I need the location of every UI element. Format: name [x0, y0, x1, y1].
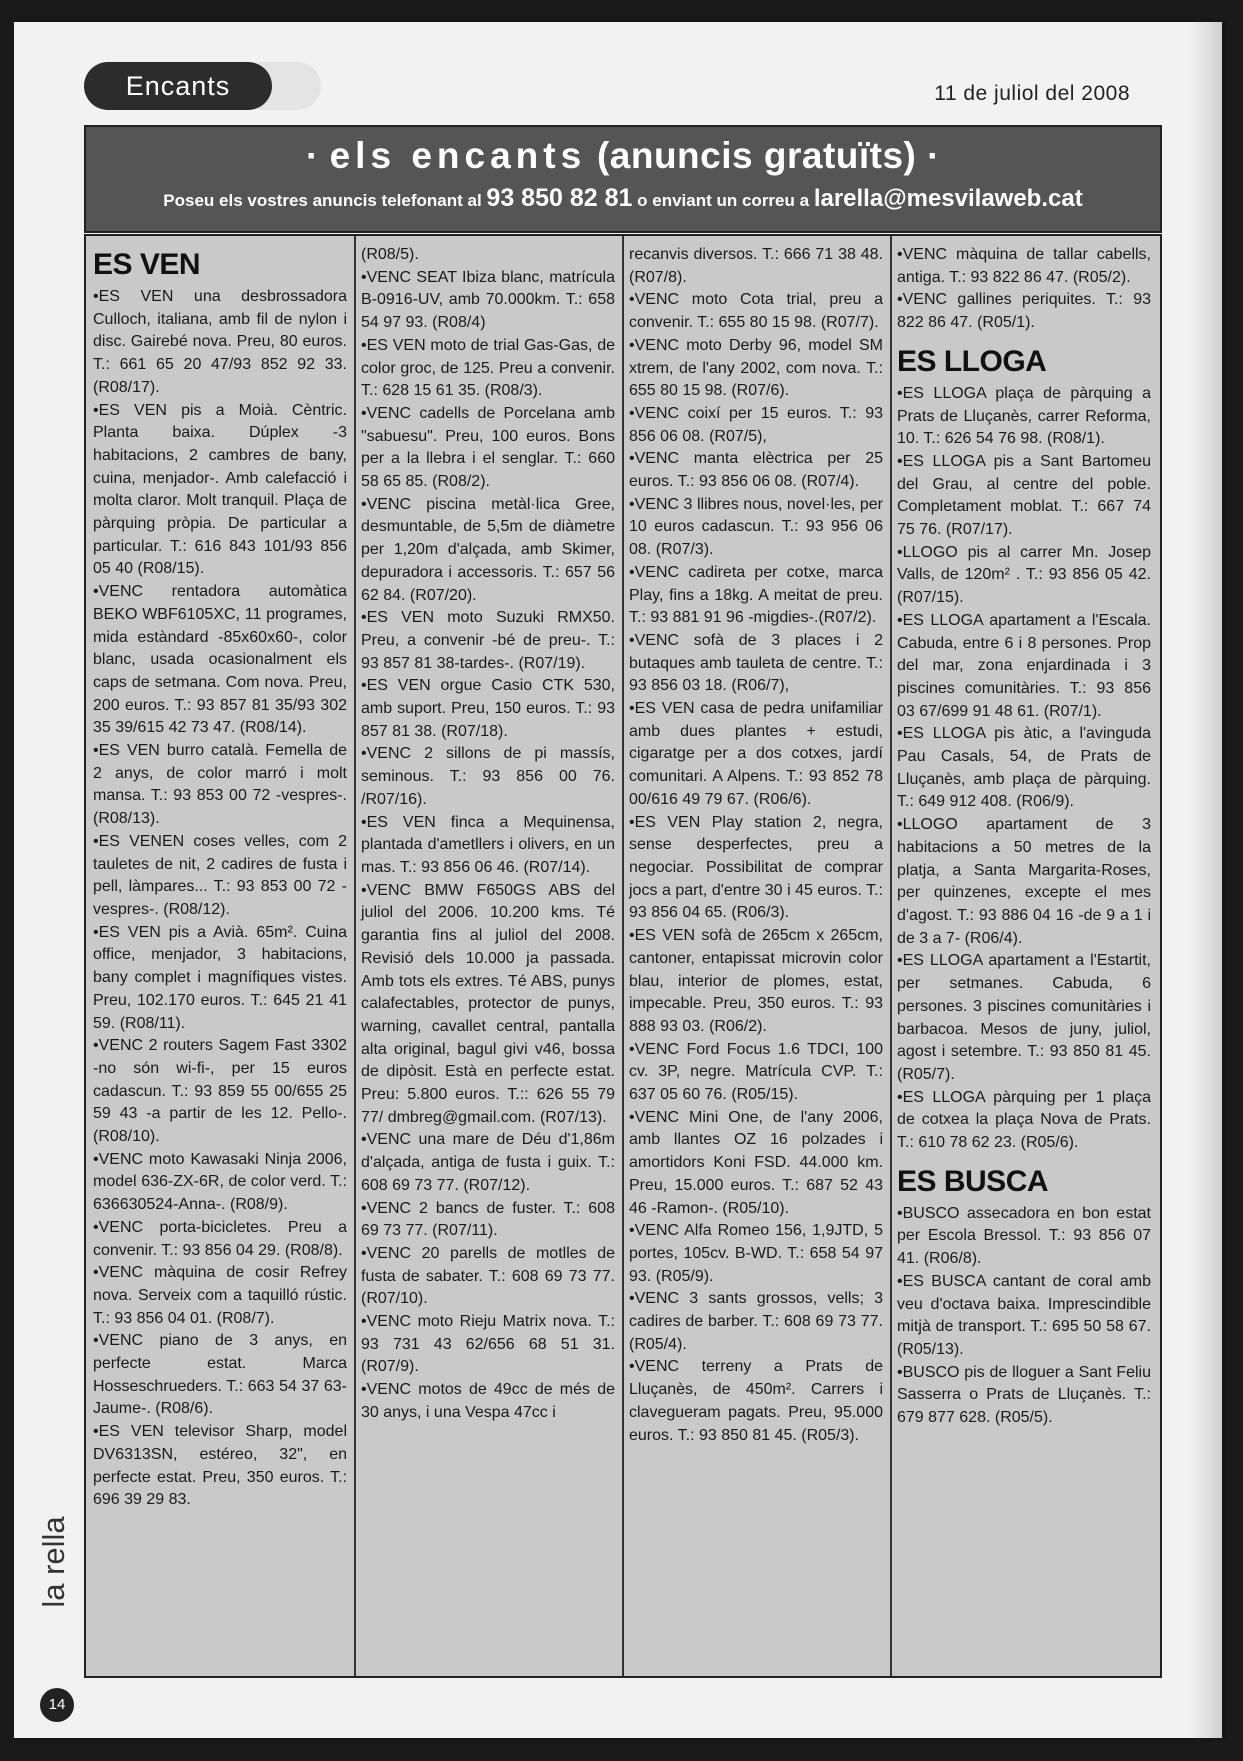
ads-column-3	[629, 244, 883, 1447]
classified-ad: •ES VEN moto Suzuki RMX50. Preu, a convenir -bé de preu-. T.: 93 857 81 38-tardes-. (R07/19).	[361, 609, 615, 672]
classified-ad: •VENC piscina metàl·lica Gree, desmuntable, de 5,5m de diàmetre per 1,20m d'alçada, amb Skimer, depuradora i accessoris. T.: 657 56 62 84. (R07/20).	[361, 495, 615, 604]
classified-ad: •VENC coixí per 15 euros. T.: 93 856 06 08. (R07/5),	[629, 404, 883, 445]
classified-ad: •VENC terreny a Prats de Lluçanès, de 450m². Carrers i clavegueram pagats. Preu, 95.000 euros. T.: 93 850 81 45. (R05/3).	[629, 1358, 883, 1444]
classified-ad: •VENC Alfa Romeo 156, 1,9JTD, 5 portes, 105cv. B-WD. T.: 658 54 97 93. (R05/9).	[629, 1222, 883, 1285]
ads-column-2	[361, 244, 615, 1425]
classified-ad: •ES LLOGA pis a Sant Bartomeu del Grau, al centre del poble. Completament moblat. T.: 667 74 75 76. (R07/17).	[897, 452, 1151, 539]
banner-title-paren: (anuncis gratuïts)	[596, 135, 917, 176]
classified-ad: •VENC 20 parells de motlles de fusta de sabater. T.: 608 69 73 77. (R07/10).	[361, 1244, 615, 1308]
classified-ad: •ES VEN burro català. Femella de 2 anys, de color marró i molt mansa. T.: 93 853 00 72 -vespres-. (R08/13).	[93, 742, 347, 828]
classified-ad: •VENC moto Kawasaki Ninja 2006, model 636-ZX-6R, de color verd. T.: 636630524-Anna-. (R08/9).	[93, 1150, 347, 1214]
classified-ad: •LLOGO apartament de 3 habitacions a 50 metres de la platja, a Santa Margarita-Roses, per quinzenes, excepte el mes d'agost. T.: 93 886 04 16 -de 9 a 1 i de 3 a 7- (R06/4).	[897, 816, 1151, 947]
classified-ad: •ES VEN una desbrossadora Culloch, italiana, amb fil de nylon i disc. Gairebé nova. Preu, 80 euros. T.: 661 65 20 47/93 852 92 33. (R08/17).	[93, 288, 347, 396]
column-divider	[354, 236, 356, 1676]
banner-email: larella@mesvilaweb.cat	[813, 185, 1083, 212]
classified-ad: •ES VEN moto de trial Gas-Gas, de color groc, de 125. Preu a convenir. T.: 628 15 61 35. (R08/3).	[361, 336, 615, 400]
classified-ad: •ES LLOGA pàrquing per 1 plaça de cotxea la plaça Nova de Prats. T.: 610 78 62 23. (R05/6).	[897, 1088, 1151, 1152]
classified-ad: •VENC una mare de Déu d'1,86m d'alçada, antiga de fusta i guix. T.: 608 69 73 77. (R07/12).	[361, 1131, 615, 1194]
issue-date: 11 de juliol del 2008	[934, 82, 1130, 105]
classified-ad: •VENC 2 bancs de fuster. T.: 608 69 73 77. (R07/11).	[361, 1199, 615, 1240]
banner-title-main: els encants	[329, 135, 587, 176]
classified-ad: •VENC sofà de 3 places i 2 butaques amb tauleta de centre. T.: 93 856 03 18. (R06/7),	[629, 631, 883, 695]
classified-ad: •BUSCO assecadora en bon estat per Escola Bressol. T.: 93 856 07 41. (R06/8).	[897, 1204, 1151, 1268]
classified-ad: •VENC Ford Focus 1.6 TDCI, 100 cv. 3P, negre. Matrícula CVP. T.: 637 05 60 76. (R05/15).	[629, 1040, 883, 1104]
classified-ad: •VENC piano de 3 anys, en perfecte estat. Marca Hosseschrueders. T.: 663 54 37 63-Jaume-. (R08/6).	[93, 1332, 347, 1418]
classified-ad: •VENC moto Derby 96, model SM xtrem, de l'any 2002, com nova. T.: 655 80 15 98. (R07/6).	[629, 336, 883, 400]
classified-ad: •VENC 3 sants grossos, vells; 3 cadires de barber. T.: 608 69 73 77. (R05/4).	[629, 1290, 883, 1353]
ads-column-4	[897, 244, 1151, 1430]
classified-ad: •VENC 3 llibres nous, novel·les, per 10 euros cadascun. T.: 93 956 06 08. (R07/3).	[629, 495, 883, 559]
classified-ad: •ES LLOGA apartament a l'Estartit, per setmanes. Cabuda, 6 persones. 3 piscines comunitàries i barbacoa. Mesos de juny, juliol, agost i setembre. T.: 93 850 81 45. (R05/7).	[897, 952, 1151, 1083]
magazine-brand	[26, 1502, 82, 1622]
classifieds-content	[84, 234, 1162, 1678]
classified-ad: •ES VEN casa de pedra unifamiliar amb dues plantes + estudi, cigaratge per a dos cotxes, jardí comunitari. A Alpens. T.: 93 852 78 00/616 49 79 67. (R06/6).	[629, 700, 883, 808]
column-divider	[622, 236, 624, 1676]
classified-ad: •VENC 2 routers Sagem Fast 3302 -no són wi-fi-, per 15 euros cadascun. T.: 93 859 55 00/655 25 59 43 -a partir de les 12. Pello-. (R08/10).	[93, 1037, 347, 1146]
classified-ad: •ES LLOGA pis àtic, a l'avinguda Pau Casals, 54, de Prats de Lluçanès, amb plaça de pàrquing. T.: 649 912 408. (R06/9).	[897, 725, 1151, 811]
ads-column-1	[93, 244, 347, 1512]
classified-ad: •ES LLOGA plaça de pàrquing a Prats de Lluçanès, carrer Reforma, 10. T.: 626 54 76 98. (R08/1).	[897, 384, 1151, 448]
classified-ad: •ES VENEN coses velles, com 2 tauletes de nit, 2 cadires de fusta i pell, làmpares... T.: 93 853 00 72 -vespres-. (R08/12).	[93, 832, 347, 918]
classified-ad: •VENC moto Cota trial, preu a convenir. T.: 655 80 15 98. (R07/7).	[629, 291, 883, 332]
classified-ad: •BUSCO pis de lloguer a Sant Feliu Sasserra o Prats de Lluçanès. T.: 679 877 628. (R05/5).	[897, 1363, 1151, 1427]
category-heading: ES LLOGA	[897, 344, 1047, 378]
classified-ad: •VENC manta elèctrica per 25 euros. T.: 93 856 06 08. (R07/4).	[629, 450, 883, 491]
classified-ad: recanvis diversos. T.: 666 71 38 48. (R07/8).	[629, 246, 883, 286]
classified-ad: •VENC màquina de cosir Refrey nova. Serveix com a taquilló rústic. T.: 93 856 04 01. (R08/7).	[93, 1264, 347, 1327]
classified-ad: •LLOGO pis al carrer Mn. Josep Valls, de 120m² . T.: 93 856 05 42. (R07/15).	[897, 543, 1151, 607]
category-heading: ES BUSCA	[897, 1164, 1049, 1198]
brand-text: la rella	[36, 1516, 71, 1608]
page-number: 14	[40, 1688, 74, 1722]
classified-ad: •VENC 2 sillons de pi massís, seminous. T.: 93 856 00 76. /R07/16).	[361, 745, 615, 808]
classified-ad: •VENC cadells de Porcelana amb "sabuesu". Preu, 100 euros. Bons per a la llebra i el senglar. T.: 660 58 65 85. (R08/2).	[361, 404, 615, 491]
classified-ad: •ES VEN Play station 2, negra, sense desperfectes, preu a negociar. Possibilitat de comprar jocs a part, d'entre 30 i 45 euros. T.: 93 856 04 65. (R06/3).	[629, 813, 883, 922]
classifieds-banner	[84, 125, 1162, 233]
category-heading: ES VEN	[93, 248, 201, 281]
classified-ad: •VENC SEAT Ibiza blanc, matrícula B-0916-UV, amb 70.000km. T.: 658 54 97 93. (R08/4)	[361, 268, 615, 332]
banner-sub-prefix: Poseu els vostres anuncis telefonant al	[163, 191, 482, 210]
classified-ad: •VENC Mini One, de l'any 2006, amb llantes OZ 16 polzades i amortidors Koni FSD. 44.000 km. Preu, 15.000 euros. T.: 687 52 43 46 -Ramon-. (R05/10).	[629, 1108, 883, 1217]
page-fold-shadow	[1188, 22, 1222, 1738]
classified-ad: •VENC porta-bicicletes. Preu a convenir. T.: 93 856 04 29. (R08/8).	[93, 1218, 347, 1259]
banner-title: · els encants (anuncis gratuïts) ·	[306, 135, 940, 176]
classified-ad: •VENC cadireta per cotxe, marca Play, fins a 18kg. A meitat de preu. T.: 93 881 91 96 -migdies-.(R07/2).	[629, 563, 883, 627]
classified-ad: •VENC rentadora automàtica BEKO WBF6105XC, 11 programes, mida estàndard -85x60x60-, color blanc, usada ocasionalment els caps de setmana. Com nova. Preu, 200 euros. T.: 93 857 81 35/93 302 35 39/615 42 73 47. (R08/14).	[93, 583, 347, 737]
banner-phone: 93 850 82 81	[486, 184, 633, 212]
classified-ad: •ES VEN pis a Moià. Cèntric. Planta baixa. Dúplex -3 habitacions, 2 cambres de bany, cuina, menjador-. Amb calefacció i molta claror. Molt tranquil. Plaça de pàrquing pròpia. De particular a particular. T.: 616 843 101/93 856 05 40 (R08/15).	[93, 401, 347, 578]
classified-ad: •VENC moto Rieju Matrix nova. T.: 93 731 43 62/656 68 51 31. (R07/9).	[361, 1313, 615, 1376]
classified-ad: •VENC màquina de tallar cabells, antiga. T.: 93 822 86 47. (R05/2).	[897, 246, 1151, 286]
banner-sub-middle: o enviant un correu a	[637, 191, 810, 210]
magazine-page	[14, 22, 1222, 1738]
section-label: Encants	[84, 62, 272, 110]
classified-ad: •VENC BMW F650GS ABS del juliol del 2006. 10.200 kms. Té garantia fins al juliol del 2008. Revisió dels 10.000 ja passada. Amb tots els extres. Té ABS, punys calafectables, protector de punys, warning, cavallet central, pantalla alta original, bagul givi v46, bossa de dipòsit. Està en perfecte estat. Preu: 5.800 euros. T.:: 626 55 79 77/ dmbreg@gmail.com. (R07/13).	[361, 881, 615, 1126]
classified-ad: •VENC motos de 49cc de més de 30 anys, i una Vespa 47cc i	[361, 1381, 615, 1421]
classified-ad: •ES VEN sofà de 265cm x 265cm, cantoner, entapissat microvin color blau, interior de plomes, estat, impecable. Preu, 350 euros. T.: 93 888 93 03. (R06/2).	[629, 927, 883, 1035]
classified-ad: •ES VEN finca a Mequinensa, plantada d'ametllers i olivers, en un mas. T.: 93 856 06 46. (R07/14).	[361, 813, 615, 876]
classified-ad: •VENC gallines periquites. T.: 93 822 86 47. (R05/1).	[897, 291, 1151, 332]
classified-ad: (R08/5).	[361, 246, 419, 263]
column-divider	[890, 236, 892, 1676]
banner-subtitle	[86, 184, 1160, 213]
classified-ad: •ES VEN televisor Sharp, model DV6313SN, estéreo, 32", en perfecte estat. Preu, 350 euros. T.: 696 39 29 83.	[93, 1423, 347, 1509]
classified-ad: •ES LLOGA apartament a l'Escala. Cabuda, entre 6 i 8 persones. Prop del mar, zona enjardinada i 3 piscines comunitàries. T.: 93 856 03 67/699 91 48 61. (R07/1).	[897, 611, 1151, 720]
classified-ad: •ES VEN pis a Avià. 65m². Cuina office, menjador, 3 habitacions, bany complet i magnífiques vistes. Preu, 102.170 euros. T.: 645 21 41 59. (R08/11).	[93, 923, 347, 1032]
classified-ad: •ES BUSCA cantant de coral amb veu d'octava baixa. Imprescindible mitjà de transport. T.: 695 50 58 67. (R05/13).	[897, 1272, 1151, 1358]
classified-ad: •ES VEN orgue Casio CTK 530, amb suport. Preu, 150 euros. T.: 93 857 81 38. (R07/18).	[361, 677, 615, 740]
